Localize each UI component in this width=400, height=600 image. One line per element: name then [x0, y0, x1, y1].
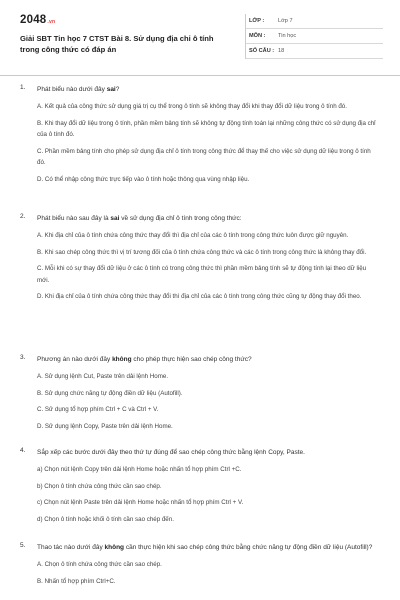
- meta-value: Tin học: [278, 33, 297, 39]
- answer-option-d[interactable]: D. Có thể nhập công thức trực tiếp vào ô tính hoặc thông qua vùng nhập liệu.: [37, 175, 250, 183]
- question-text-part: Phương án nào dưới đây: [37, 356, 113, 363]
- header: [20, 14, 382, 64]
- question-emphasis: sai: [106, 86, 116, 93]
- answer-option-d[interactable]: D. Sử dụng lệnh Copy, Paste trên dải lệnh Home.: [37, 422, 173, 430]
- question-emphasis: sai: [110, 215, 120, 222]
- meta-key: LỚP :: [249, 18, 265, 24]
- meta-key: SỐ CÂU :: [249, 48, 275, 54]
- answer-option-b[interactable]: B. Khi sao chép công thức thì vị trí tương đối của ô tính chứa công thức và các ô tính trong công thức là không thay đổi.: [37, 248, 367, 256]
- question-number: 2.: [20, 213, 26, 220]
- question-emphasis: không: [104, 544, 125, 551]
- question-text-part: Thao tác nào dưới đây: [37, 544, 105, 551]
- meta-table: [245, 14, 383, 59]
- question-number: 1.: [20, 84, 26, 91]
- answer-option-a[interactable]: A. Khi địa chỉ của ô tính chứa công thức thay đổi thì địa chỉ của các ô tính trong công thức luôn được giữ nguyên.: [37, 232, 349, 239]
- question-4: [20, 447, 380, 525]
- page-title: Giải SBT Tin học 7 CTST Bài 8. Sử dụng địa chỉ ô tính trong công thức có đáp án: [20, 34, 214, 54]
- meta-row-count: [246, 44, 383, 59]
- question-text: [37, 84, 380, 96]
- question-text-part: ?: [115, 86, 120, 93]
- question-text-part: về sử dụng địa chỉ ô tính trong công thức:: [119, 215, 242, 222]
- question-number: 4.: [20, 447, 26, 454]
- answer-option-d[interactable]: D. Khi địa chỉ của ô tính chứa công thức thay đổi thì địa chỉ của các ô tính trong công thức cũng tự động thay đổi theo.: [37, 293, 362, 300]
- question-text: [37, 213, 380, 225]
- question-text-part: cần thực hiện khi sao chép công thức bằng chức năng tự động điền dữ liệu (Autofill)?: [124, 544, 373, 551]
- answer-option-c[interactable]: C. Phần mềm bảng tính cho phép sử dụng địa chỉ ô tính trong công thức để thay thế cho việc sử dụng dữ liệu trong ô tính đó.: [37, 147, 371, 166]
- question-2: [20, 213, 380, 303]
- step-option-b[interactable]: b) Chọn ô tính chứa công thức cần sao chép.: [37, 482, 162, 490]
- question-text: [37, 354, 380, 366]
- answer-option-b[interactable]: B. Khi thay đổi dữ liệu trong ô tính, phần mềm bảng tính sẽ không tự động tính toán lại những công thức có sử dụng địa chỉ của ô tính đó.: [37, 119, 376, 138]
- answer-option-a[interactable]: A. Kết quả của công thức sử dụng giá trị cụ thể trong ô tính sẽ không thay đổi khi thay đổi dữ liệu trong ô tính đó.: [37, 103, 347, 110]
- answer-option-a[interactable]: A. Chọn ô tính chứa công thức cần sao chép.: [37, 561, 162, 568]
- question-text-part: Phát biểu nào sau đây là: [37, 215, 111, 222]
- site-logo[interactable]: [20, 14, 55, 26]
- step-option-a[interactable]: a) Chọn nút lệnh Copy trên dải lệnh Home hoặc nhấn tổ hợp phím Ctrl +C.: [37, 466, 242, 473]
- meta-value: 18: [278, 48, 285, 54]
- meta-row-subject: [246, 29, 383, 44]
- question-text: [37, 542, 380, 554]
- question-5: [20, 542, 380, 587]
- question-text: [37, 447, 380, 459]
- meta-row-grade: [246, 14, 383, 29]
- meta-value: Lớp 7: [278, 18, 293, 24]
- step-option-d[interactable]: d) Chọn ô tính hoặc khối ô tính cần sao chép đến.: [37, 515, 174, 523]
- question-1: [20, 84, 380, 185]
- answer-option-b[interactable]: B. Sử dụng chức năng tự động điền dữ liệu (Autofill).: [37, 389, 183, 397]
- step-option-c[interactable]: c) Chọn nút lệnh Paste trên dải lệnh Home hoặc nhấn tổ hợp phím Ctrl + V.: [37, 499, 244, 506]
- answer-option-a[interactable]: A. Sử dụng lệnh Cut, Paste trên dải lệnh Home.: [37, 373, 169, 380]
- question-text-part: Phát biểu nào dưới đây: [37, 86, 107, 93]
- meta-key: MÔN :: [249, 33, 266, 39]
- question-text-part: cho phép thực hiện sao chép công thức?: [131, 356, 252, 363]
- question-number: 3.: [20, 354, 26, 361]
- question-emphasis: không: [112, 356, 132, 363]
- question-number: 5.: [20, 542, 26, 549]
- question-3: [20, 354, 380, 432]
- header-divider: [0, 75, 400, 76]
- answer-option-b[interactable]: B. Nhấn tổ hợp phím Ctrl+C.: [37, 577, 116, 585]
- answer-option-c[interactable]: C. Mỗi khi có sự thay đổi dữ liệu ở các ô tính có trong công thức thì phần mềm bảng tính sẽ tự động tính lại theo dữ liệu mới.: [37, 265, 367, 284]
- answer-option-c[interactable]: C. Sử dụng tổ hợp phím Ctrl + C và Ctrl + V.: [37, 406, 159, 413]
- question-text-part: Sắp xếp các bước dưới đây theo thứ tự đúng để sao chép công thức bằng lệnh Copy, Paste.: [37, 449, 305, 456]
- logo-text: 2048: [20, 14, 47, 26]
- logo-tld: .vn: [47, 19, 56, 25]
